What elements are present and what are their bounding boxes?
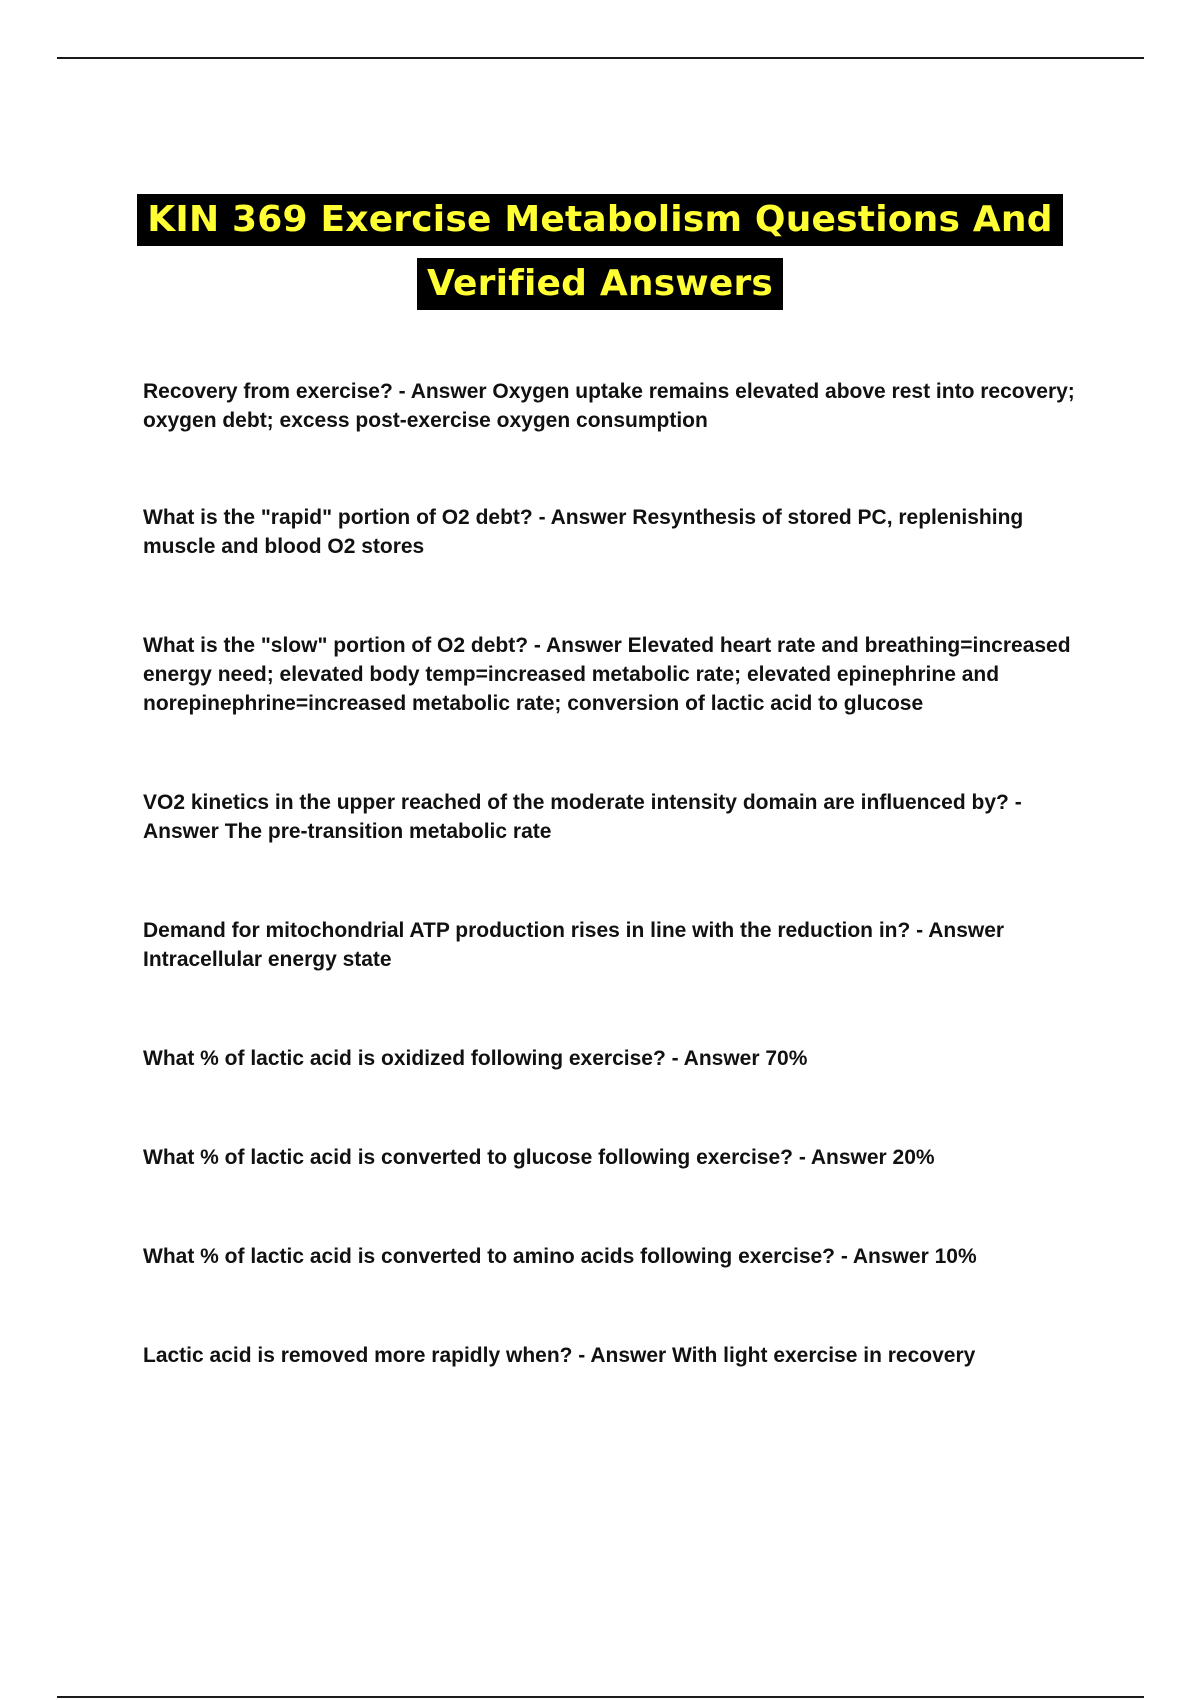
qa-list bbox=[143, 377, 1078, 1370]
qa-item-recovery: Recovery from exercise? - Answer Oxygen uptake remains elevated above rest into recovery; oxygen debt; excess post-exercise oxygen consumption bbox=[143, 380, 1075, 432]
qa-item-rapid-portion: What is the "rapid" portion of O2 debt? - Answer Resynthesis of stored PC, replenishing muscle and blood O2 stores bbox=[143, 506, 1024, 558]
bottom-divider bbox=[57, 1696, 1144, 1698]
page-title bbox=[0, 190, 1200, 318]
qa-item-glucose: What % of lactic acid is converted to glucose following exercise? - Answer 20% bbox=[143, 1146, 935, 1169]
qa-item-vo2-kinetics: VO2 kinetics in the upper reached of the moderate intensity domain are influenced by? - Answer The pre-transition metabolic rate bbox=[143, 791, 1022, 843]
title-line-2: Verified Answers bbox=[417, 258, 783, 310]
title-line-1: KIN 369 Exercise Metabolism Questions And bbox=[137, 194, 1062, 246]
qa-item-slow-portion: What is the "slow" portion of O2 debt? - Answer Elevated heart rate and breathing=increased energy need; elevated body temp=increased metabolic rate; elevated epinephrine and norepinephrine=increased metabolic rate; conversion of lactic acid to glucose bbox=[143, 634, 1071, 715]
qa-item-atp-demand: Demand for mitochondrial ATP production rises in line with the reduction in? - Answer Intracellular energy state bbox=[143, 919, 1005, 971]
qa-item-amino-acids: What % of lactic acid is converted to amino acids following exercise? - Answer 10% bbox=[143, 1245, 977, 1268]
qa-item-removal-rate: Lactic acid is removed more rapidly when? - Answer With light exercise in recovery bbox=[143, 1344, 976, 1367]
top-divider bbox=[57, 57, 1144, 59]
qa-item-oxidized: What % of lactic acid is oxidized following exercise? - Answer 70% bbox=[143, 1047, 808, 1070]
